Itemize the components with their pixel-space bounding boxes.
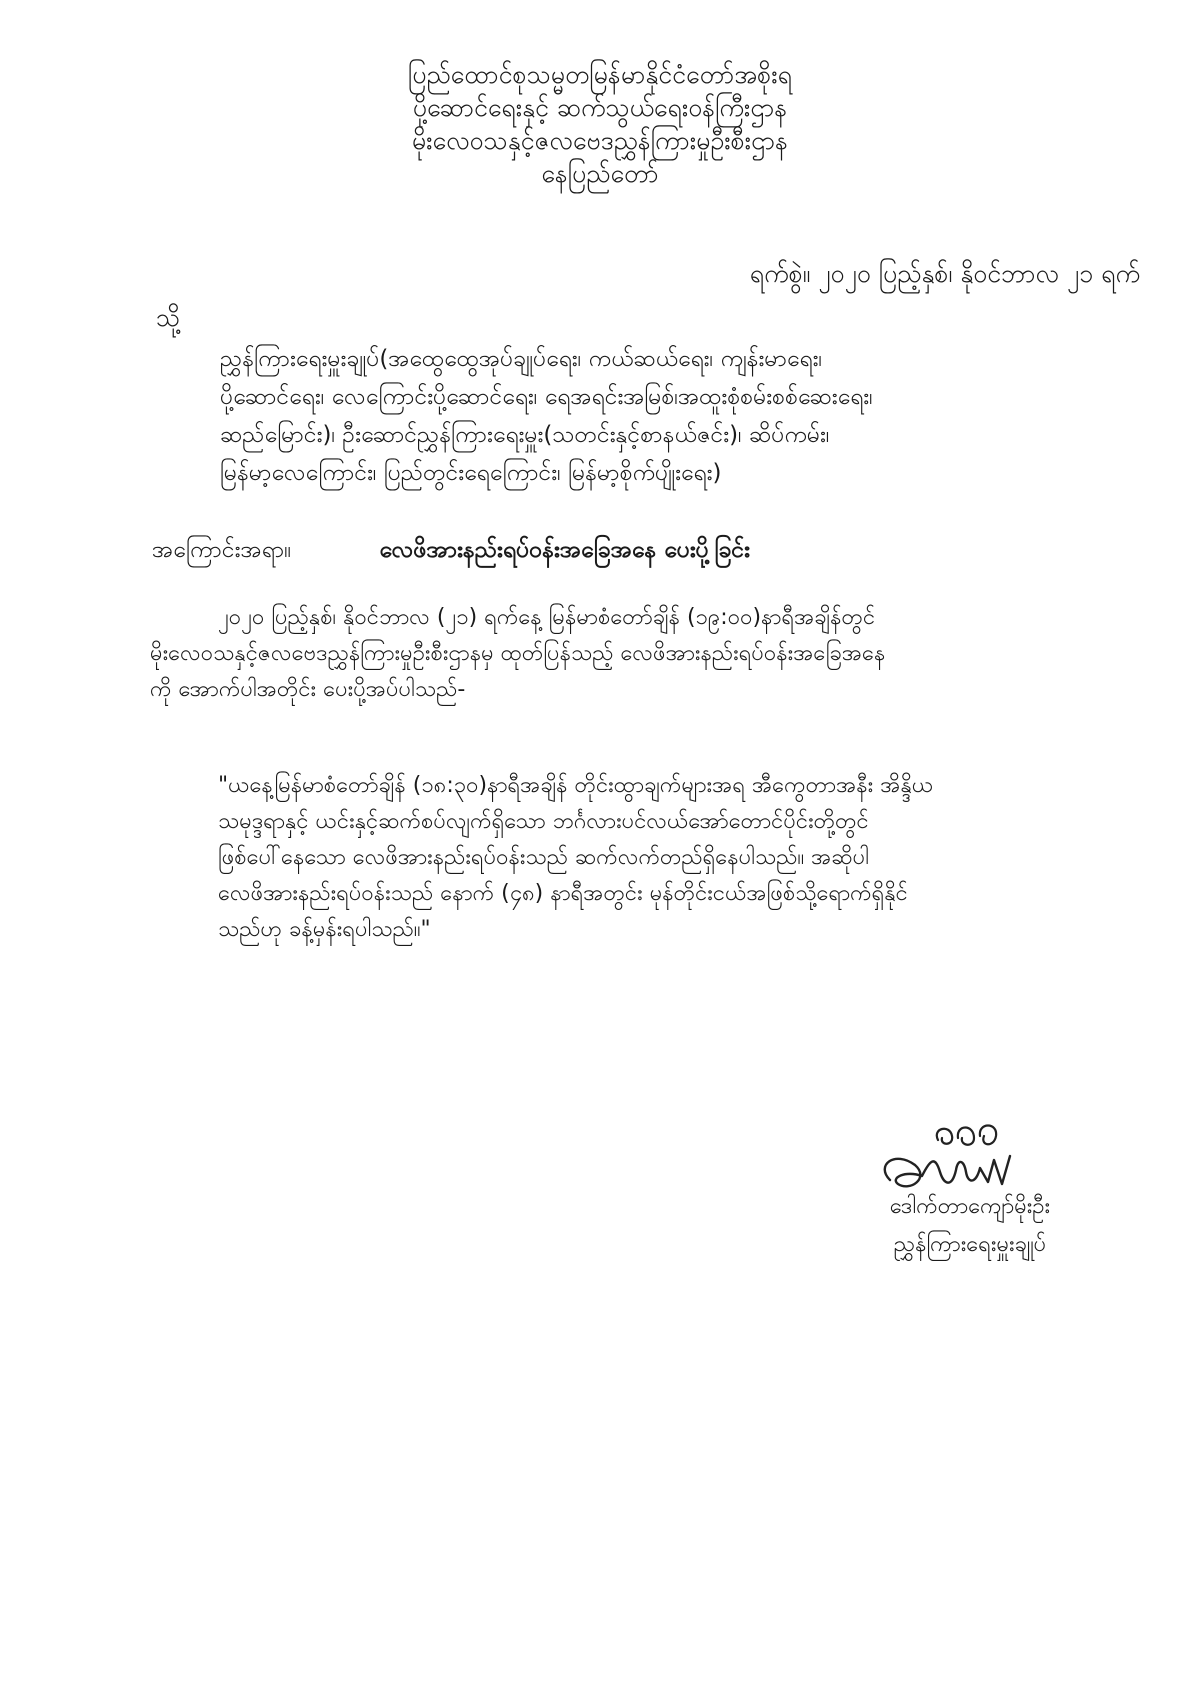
subject-text: လေဖိအားနည်းရပ်ဝန်းအခြေအနေ ပေးပို့ခြင်း — [379, 537, 751, 563]
quote-line: လေဖိအားနည်းရပ်ဝန်းသည် နောက် (၄၈) နာရီအတွင်း မုန်တိုင်းငယ်အဖြစ်သို့ရောက်ရှိနိုင် — [218, 881, 908, 906]
letterhead — [0, 58, 1200, 190]
intro-line: မိုးလေဝသနှင့်ဇလဗေဒညွှန်ကြားမှုဦးစီးဌာနမှ ထုတ်ပြန်သည့် လေဖိအားနည်းရပ်ဝန်းအခြေအနေ — [150, 641, 886, 666]
recipients-line: ပို့ဆောင်ရေး၊ လေကြောင်းပို့ဆောင်ရေး၊ ရေအရင်းအမြစ်၊အထူးစုံစမ်းစစ်ဆေးရေး၊ — [220, 384, 873, 410]
to-label: သို့ — [156, 303, 181, 332]
intro-paragraph — [150, 600, 1150, 708]
intro-line: ကို အောက်ပါအတိုင်း ပေးပို့အပ်ပါသည်- — [150, 677, 466, 702]
subject-label: အကြောင်းအရာ။ — [152, 537, 292, 563]
recipients-line: ဆည်မြောင်း)၊ ဦးဆောင်ညွှန်ကြားရေးမှူး(သတင်းနှင့်စာနယ်ဇင်း)၊ ဆိပ်ကမ်း၊ — [220, 422, 830, 448]
quote-line: သမုဒ္ဒရာနှင့် ယင်းနှင့်ဆက်စပ်လျက်ရှိသော ဘင်္ဂလားပင်လယ်အော်တောင်ပိုင်းတို့တွင် — [218, 809, 869, 834]
letterhead-department: မိုးလေဝသနှင့်ဇလဗေဒညွှန်ကြားမှုဦးစီးဌာန — [411, 126, 789, 155]
signer-name: ဒေါက်တာကျော်မိုးဦး — [889, 1194, 1051, 1219]
letterhead-ministry: ပို့ဆောင်ရေးနှင့် ဆက်သွယ်ရေးဝန်ကြီးဌာန — [412, 93, 788, 122]
letter-date: ရက်စွဲ။ ၂၀၂၀ ပြည့်နှစ်၊ နိုဝင်ဘာလ ၂၁ ရက် — [749, 259, 1140, 288]
quoted-bulletin — [218, 768, 1153, 948]
letterhead-city: နေပြည်တော် — [541, 159, 659, 188]
signer-title: ညွှန်ကြားရေးမှူးချုပ် — [893, 1232, 1047, 1257]
recipients-block — [220, 340, 1160, 492]
intro-line: ၂၀၂၀ ပြည့်နှစ်၊ နိုဝင်ဘာလ (၂၁) ရက်နေ့ မြန်မာစံတော်ချိန် (၁၉:၀၀)နာရီအချိန်တွင် — [218, 605, 876, 630]
recipients-line: မြန်မာ့လေကြောင်း၊ ပြည်တွင်းရေကြောင်း၊ မြန်မာ့စိုက်ပျိုးရေး) — [220, 460, 722, 486]
subject-line — [152, 535, 1152, 569]
quote-line: သည်ဟု ခန့်မှန်းရပါသည်။" — [218, 917, 431, 942]
quote-line: "ယနေ့မြန်မာစံတော်ချိန် (၁၈:၃၀)နာရီအချိန် တိုင်းထွာချက်များအရ အီကွေတာအနီး အိန္ဒိယ — [218, 773, 934, 798]
recipients-line: ညွှန်ကြားရေးမှူးချုပ်(အထွေထွေအုပ်ချုပ်ရေး၊ ကယ်ဆယ်ရေး၊ ကျန်းမာရေး၊ — [220, 346, 823, 372]
quote-line: ဖြစ်ပေါ်နေသော လေဖိအားနည်းရပ်ဝန်းသည် ဆက်လက်တည်ရှိနေပါသည်။ အဆိုပါ — [218, 845, 869, 870]
letterhead-government: ပြည်ထောင်စုသမ္မတမြန်မာနိုင်ငံတော်အစိုးရ — [408, 60, 792, 89]
signer-block — [780, 1188, 1160, 1264]
